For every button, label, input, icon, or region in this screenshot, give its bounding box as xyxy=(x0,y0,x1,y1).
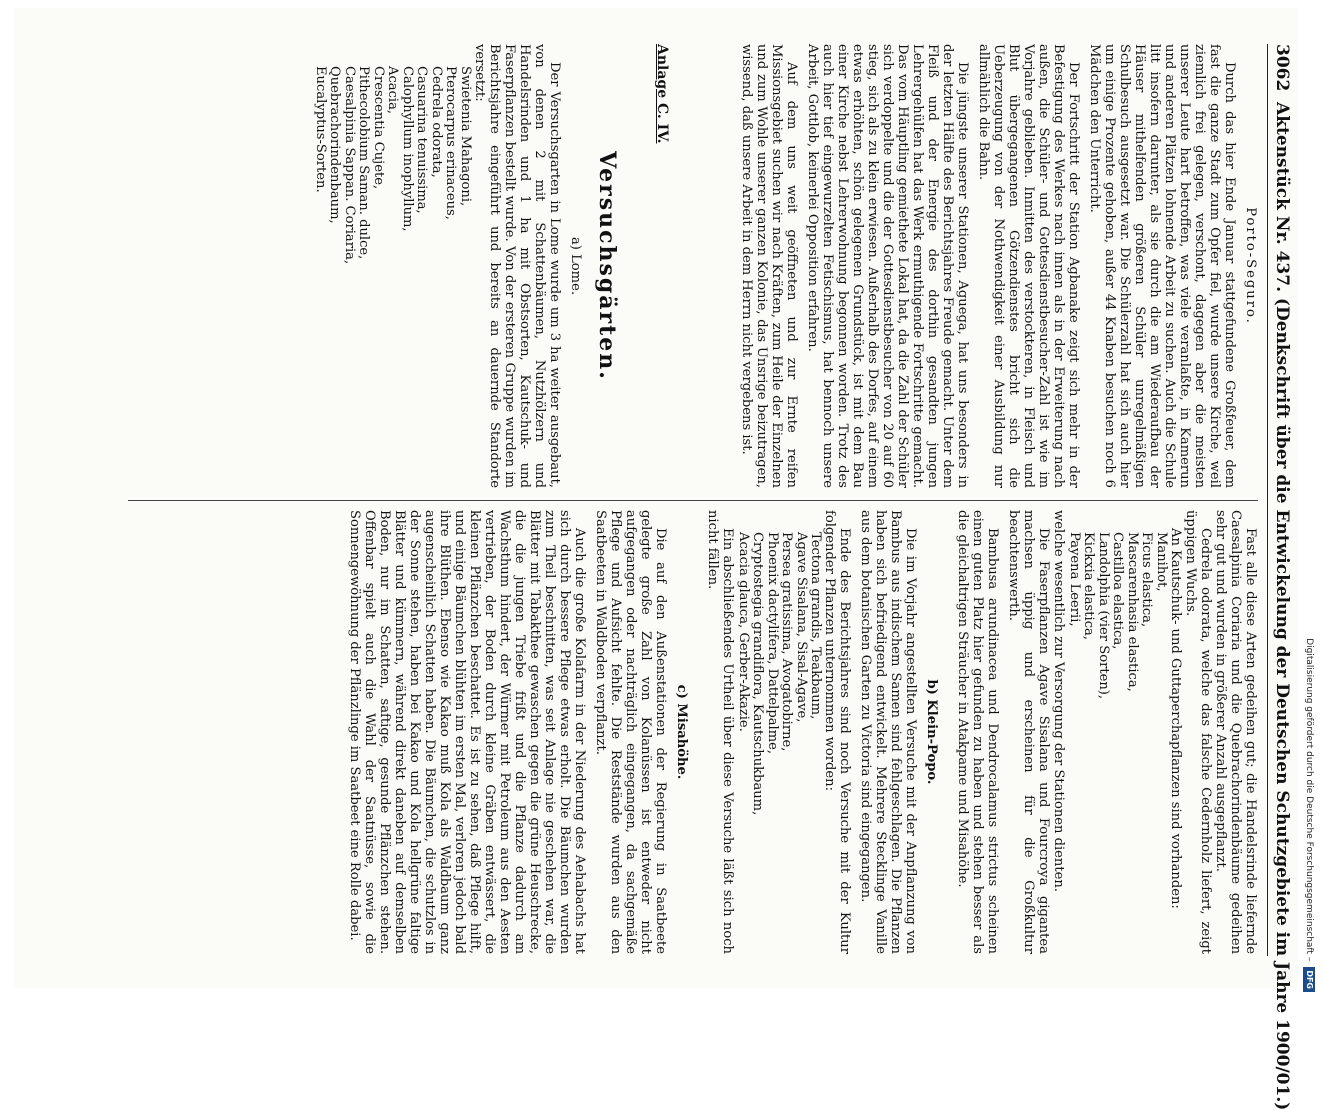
paragraph: Ein abschließendes Urtheil über diese Versuche läßt sich noch nicht fällen. xyxy=(705,510,736,954)
plant-list xyxy=(736,532,823,954)
footer-text: Digitalisierung gefördert durch die Deutsche Forschungsgemeinschaft – xyxy=(1304,638,1314,962)
paragraph: An Kautschuk- und Guttaperchapflanzen sind vorhanden: xyxy=(1168,528,1183,909)
paragraph: Fast alle diese Arten gedeihen gut; die Handelsrinde liefernde Caesalpinia Coriaria und die Quebrachorindenbäume gedeihen sehr gut und wurden in größerer Anzahl ausgepflanzt. xyxy=(1213,510,1258,954)
paragraph: Auch die große Kolafarm in der Niederung des Aehabachs hat sich durch bessere Pflege etwas erholt. Die Bäumchen wurden zum Theil beschnitten, was seit Anlage nie geschehen war, die Blätter mit Tabakthee gewaschen gegen die grüne Heuschrecke, die die jungen Triebe frißt und die Pflanze dadurch am Wachsthum hindert, der Würmer mit Petroleum aus den Aesten vertrieben, der Boden durch kleine Gräben entwässert, die kleinen Pflänzchen beschattet. Es ist zu sehen, daß Pflege hilft, und einige Bäumchen blühten im ersten Mal, verloren jedoch bald ihre Blüthen. Ebenso wie Kakao muß Kola als Waldbaum ganz augenscheinlich Schatten haben. Die Bäumchen, die schutzlos in der Sonne stehen, haben bei Kakao und Kola hellgrüne faltige Blätter und kümmern, während direkt daneben auf demselben Boden, nur im Schatten, saftige, gesunde Pflänzchen stehen. Offenbar spielt auch die Wahl der Saatnüsse, sowie die Sonnengewöhnung der Pflänzlinge im Saatbeet eine Rolle dabei. xyxy=(347,510,588,954)
section-heading-versuchsgaerten: Versuchsgärten. xyxy=(594,151,620,381)
plant-item: Phoenix dactylifera, Dattelpalme, xyxy=(765,532,780,755)
paragraph: Der Versuchsgarten in Lome wurde um 3 ha weiter ausgebaut, von denen 2 mit Schattenbäumen, Nutzhölzern und Handelsrinden und 1 ha mit Obstsorten, Kautschuk- und Faserpflanzen bestellt wurde. Von der ersteren Gruppe wurden im Berichtsjahre eingeführt und bereits an dauernde Standorte versetzt: xyxy=(472,44,562,488)
page-number: 3062 xyxy=(1272,44,1292,92)
plant-item: Swietenia Mahagoni, xyxy=(458,66,473,207)
paragraph: Der Fortschritt der Station Agbanake zeigt sich mehr in der Befestigung des Werkes nach innen als in der Erweiterung nach außen, die Schüler- und Gottesdienstbesucher-Zahl ist wie im Vorjahre geblieben. Inmitten des verstockteren, in Fleisch und Blut übergegangenen Götzendienstes bricht sich die Ueberzeugung von der Nothwendigkeit einer Ausbildung nur allmählich die Bahn. xyxy=(976,44,1081,488)
paragraph: Durch das hier Ende Januar stattgefundene Großfeuer, dem fast die ganze Stadt zum Opfer fiel, wurde unsere Kirche, weil ziemlich frei gelegen, verschont, dagegen aber die meisten unserer Leute hart betroffen, was viele veranlaßte, in Kamerun und anderen Plätzen lohnende Arbeit zu suchen. Auch die Schule litt insofern darunter, als sie durch die am Wiederaufbau der Häuser mithelfenden größeren Schüler unregelmäßigen Schulbesuch ausgesetzt war. Die Schülerzahl hat sich auch hier um einige Prozente gehoben, außer 44 Knaben besuchen noch 6 Mädchen den Unterricht. xyxy=(1087,44,1237,488)
plant-item: Acacia, xyxy=(385,66,401,115)
plant-item: Calophyllum inophyllum, xyxy=(400,66,415,232)
right-column xyxy=(28,510,1258,954)
subheading-lome: a) Lome. xyxy=(568,237,583,295)
heading-porto-seguro: Porto-Seguro. xyxy=(1243,207,1258,325)
plant-item: Caesalpinia Sappan. Coriaria, xyxy=(342,66,357,265)
plant-item: Ficus elastica, xyxy=(1139,532,1155,628)
plant-list xyxy=(1067,532,1169,954)
left-column xyxy=(28,44,1258,488)
running-title: Aktenstück Nr. 437. (Denkschrift über die Entwickelung der Deutschen Schutzgebiete im Jahre 1900/01.) xyxy=(1272,102,1292,1110)
plant-item: Payena Leerii, xyxy=(1067,532,1082,627)
paragraph: Die auf den Außenstationen der Regierung in Saatbeete gelegte große Zahl von Kolanüssen ist entweder nicht aufgegangen oder nachträglich eingegangen, da sachgemäße Pflege und Aufsicht fehlte. Die Reststände wurden aus den Saatbeeten in Waldboden verpflanzt. xyxy=(593,510,669,954)
paragraph: welche wesentlich zur Versorgung der Stationen dienten. xyxy=(1051,510,1067,892)
paragraph: Die Faserpflanzen Agave Sisalana und Fourcroya gigantea machsen üppig und erscheinen für die Großkultur beachtenswerth. xyxy=(1006,510,1052,954)
paragraph: Die jüngste unserer Stationen, Aguega, hat uns besonders in der letzten Hälfte des Berichtsjahres Freude gemacht. Unter dem Fleiß und der Energie des dorthin gesandten jungen Lehrergehülfen hat das Werk ermuthigende Fortschritte gemacht. Das vom Häuptling gemiethete Lokal hat, da die Zahl der Schüler sich verdoppelte und die der Gottesdienstbesucher von 20 auf 60 stieg, sich als zu klein erwiesen. Außerhalb des Dorfes, auf einem etwas erhöhten, schön gelegenen Grundstück, ist mit dem Bau einer Kirche nebst Lehrerwohnung begonnen worden. Trotz des auch hier tief eingewurzelten Fetischismus, hat bennoch unsere Arbeit, Gottlob, keinerlei Opposition erfahren. xyxy=(805,44,970,488)
paragraph: Die im Vorjahr angestellten Versuche mit der Anpflanzung von Bambus aus indischem Samen sind fehlgeschlagen. Die Pflanzen haben sich befriedigend entwickelt. Mehrere Stecklinge Vanille aus dem botanischen Garten zu Victoria sind eingegangen. xyxy=(858,510,919,954)
plant-item: Castilloa elastica, xyxy=(1110,532,1126,650)
plant-item: Quebrachorindenbaum, xyxy=(327,66,343,224)
digitization-footer xyxy=(1298,8,1320,992)
plant-item: Cedrela odorata, xyxy=(429,66,444,178)
plant-item: Mascarenhasia elastica, xyxy=(1125,532,1140,692)
paragraph: Auf dem uns weit geöffneten und zur Ernte reifen Missionsgebiet suchen wir nach Kräften, zum Heile der Einzelnen und zum Wohle unserer ganzen Kolonie, das Unsrige beizutragen, wissend, daß unsere Arbeit in dem Herrn nicht vergebens ist. xyxy=(739,44,799,488)
page-content xyxy=(14,8,1298,1110)
plant-item: Casuarina tenuissima, xyxy=(414,66,430,214)
plant-item: Acacia glauca, Gerber-Akazie. xyxy=(736,532,751,732)
plant-item: Eucalyptus-Sorten. xyxy=(313,66,328,193)
paragraph: Cedrela odorata, welche das falsche Cedernholz liefert, zeigt üppigen Wuchs. xyxy=(1183,510,1213,954)
paragraph: Ende des Berichtsjahres sind noch Versuche mit der Kultur folgender Pflanzen unternommen worden: xyxy=(822,510,853,954)
anlage-label: Anlage C. IV. xyxy=(654,44,670,144)
plant-item: Kickxia elastica, xyxy=(1081,532,1097,640)
plant-item: Pterocarpus erinaceus, xyxy=(443,66,459,220)
column-divider xyxy=(128,500,1258,501)
plant-item: Tectona grandis, Teakbaum, xyxy=(808,532,824,720)
plant-item: Crescentia Cujete, xyxy=(371,66,386,190)
paragraph: Bambusa arundinacea und Dendrocalamus strictus scheinen einen guten Platz hier gefunden zu haben und stehen besser als die gleichaltrigen Sträucher in Atakpame und Misahöhe. xyxy=(955,510,1001,954)
plant-item: Cryptostegia grandiflora, Kautschukbaum, xyxy=(750,532,766,816)
dfg-logo: DFG xyxy=(1303,967,1315,992)
plant-item: Agave Sisalana, Sisal-Agave, xyxy=(794,532,809,723)
plant-list xyxy=(313,66,473,488)
scanned-page xyxy=(14,8,1298,1110)
page-header xyxy=(1267,44,1292,1110)
subheading-klein-popo: b) Klein-Popo. xyxy=(924,679,940,785)
subheading-misahoehe: c) Misahöhe. xyxy=(674,684,690,780)
plant-item: Manihot, xyxy=(1154,532,1169,592)
plant-item: Persea gratissima, Avogatobirne, xyxy=(779,532,795,752)
plant-item: Landolphia (vier Sorten), xyxy=(1096,532,1111,700)
plant-item: Pithecolobium Saman. dulce, xyxy=(356,66,372,260)
